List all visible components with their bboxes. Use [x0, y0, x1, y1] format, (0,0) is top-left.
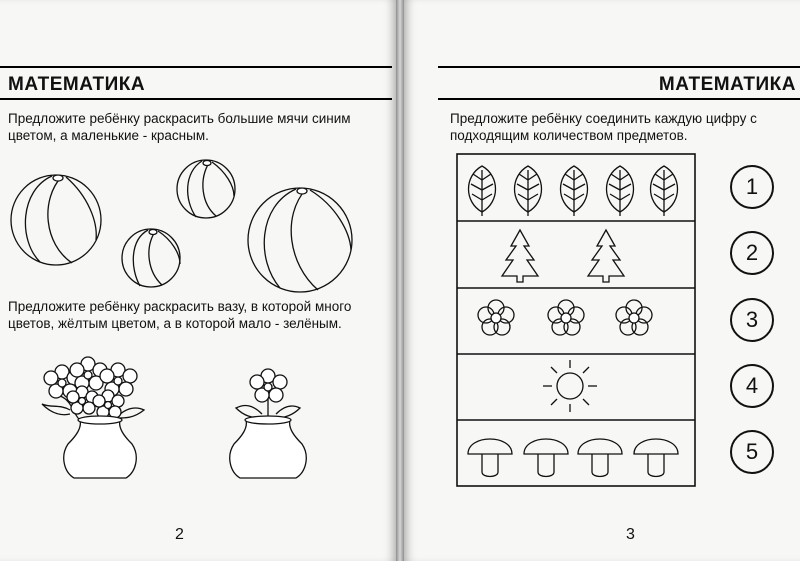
- leaves-row: [469, 166, 678, 216]
- number-circle-1[interactable]: 1: [730, 165, 774, 209]
- leaf-icon: [561, 166, 588, 216]
- left-page: [0, 0, 396, 561]
- vase-few-flowers-icon: [230, 369, 307, 478]
- fir-tree-icon: [588, 230, 624, 282]
- vase-many-flowers-icon: [42, 357, 144, 478]
- leaf-icon: [651, 166, 678, 216]
- task-match-numbers: Предложите ребёнку соединить каждую цифру с подходящим количеством предметов.: [450, 111, 757, 143]
- task-vases: Предложите ребёнку раскрасить вазу, в которой много цветов, жёлтым цветом, а в которой мало - зелёным.: [8, 299, 352, 331]
- page-title: МАТЕМАТИКА: [0, 66, 392, 100]
- trees-row: [502, 230, 624, 282]
- number-circle-4[interactable]: 4: [730, 364, 774, 408]
- book-spine: [396, 0, 404, 561]
- flower-icon: [616, 300, 652, 335]
- leaf-icon: [607, 166, 634, 216]
- right-page: [404, 0, 800, 561]
- leaf-icon: [469, 166, 496, 216]
- task-balls: Предложите ребёнку раскрасить большие мячи синим цветом, а маленькие - красным.: [8, 111, 351, 143]
- page-number: 2: [175, 526, 184, 543]
- number-circle-2[interactable]: 2: [730, 231, 774, 275]
- flower-icon: [548, 300, 584, 335]
- mushroom-icon: [578, 439, 622, 477]
- number-circle-3[interactable]: 3: [730, 298, 774, 342]
- leaf-icon: [515, 166, 542, 216]
- mushrooms-row: [468, 439, 678, 477]
- sun-icon: [543, 360, 597, 412]
- flowers-row: [478, 300, 652, 335]
- mushroom-icon: [468, 439, 512, 477]
- flower-icon: [478, 300, 514, 335]
- page-number: 3: [626, 526, 635, 543]
- vases-illustration: [0, 0, 396, 500]
- objects-table: [404, 0, 800, 561]
- fir-tree-icon: [502, 230, 538, 282]
- mushroom-icon: [634, 439, 678, 477]
- number-circle-5[interactable]: 5: [730, 430, 774, 474]
- flower-icon: [250, 369, 287, 402]
- mushroom-icon: [524, 439, 568, 477]
- page-title: МАТЕМАТИКА: [438, 66, 800, 100]
